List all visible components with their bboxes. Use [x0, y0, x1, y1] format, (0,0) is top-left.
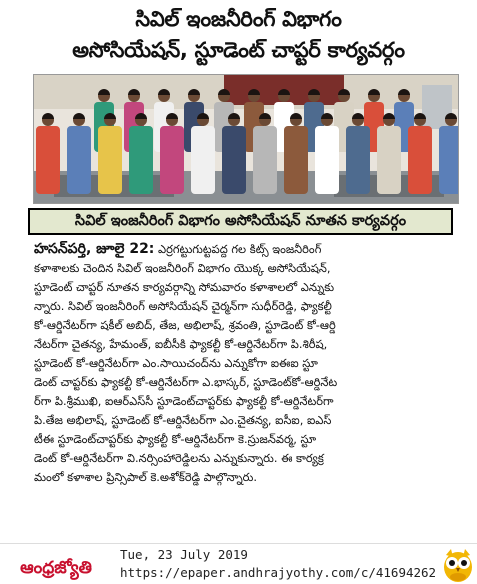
article-first-line-text: ఎర్రగట్టుగుట్టపద్ద గల కిట్స్ ఇంజనీరింగ్: [154, 242, 322, 256]
article-line: టీఈ స్టూడెంట్‌చాప్టర్‌కు ఫ్యాకల్టీ కో-ఆర్డినేటర్‌గా కె.స్రుజన్‌వర్మ, స్టూ: [34, 432, 317, 446]
headline-line-1: సివిల్ ఇంజనీరింగ్ విభాగం: [135, 7, 342, 31]
edition-date: Tue, 23 July 2019: [120, 547, 248, 562]
headline-line-2: అసోసియేషన్, స్టూడెంట్ చాప్టర్ కార్యవర్గం: [72, 38, 405, 62]
article-line: డెంట్ కో-ఆర్డినేటర్‌గా వి.నర్సింహారెడ్డిలను ఎన్నుకున్నారు. ఈ కార్యక్ర: [34, 451, 324, 465]
article-line: మంలో కళాశాల ప్రిన్సిపాల్ కె.అశోక్‌రెడ్డి పాల్గొన్నారు.: [34, 470, 257, 484]
article-line: కళాశాలకు చెందిన సివిల్ ఇంజనీరింగ్ విభాగం యొక్క అసోసియేషన్,: [34, 261, 331, 275]
article-line: పి.తేజ అభిలాష్, స్టూడెంట్ కో-ఆర్డినేటర్‌గా ఎం.చైతన్య, ఐసీఐ, ఐఎస్: [34, 413, 332, 427]
article-body: [34, 240, 458, 538]
article-line: నేటర్‌గా చైతన్య, హేమంత్, ఐబీసీకి ఫ్యాకల్టీ కో-ఆర్డినేటర్‌గా పి.శిరీష,: [34, 337, 328, 351]
photo-caption: సివిల్ ఇంజనీరింగ్ విభాగం అసోసియేషన్ నూతన కార్యవర్గం: [28, 208, 453, 235]
group-photo: [33, 74, 459, 204]
article-line: స్టూడెంట్ కో-ఆర్డినేటర్‌గా ఎం.సాయిచంద్‌ను ఎన్నుకోగా ఐఈఐ స్టూ: [34, 356, 318, 370]
edition-meta: [120, 546, 436, 582]
logo-text: ఆంధ్రజ్యోతి: [20, 558, 92, 578]
footer-bar: [0, 543, 477, 584]
newspaper-logo-icon[interactable]: [4, 548, 108, 582]
article-first-line: [34, 240, 458, 259]
dateline: హసన్‌పర్తి, జూలై 22:: [34, 241, 155, 257]
article-line: కో-ఆర్డినేటర్‌గా షకీల్ అబిద్, తేజ, అభిలాష్, శ్రవంతి, స్టూడెంట్ కో-ఆర్డి: [34, 318, 336, 332]
owl-mascot-icon: [441, 547, 475, 583]
article-line: డెంట్ చాప్టర్‌కు ఫ్యాకల్టీ కో-ఆర్డినేటర్‌గా ఎ.భాస్కర్, స్టూడెంట్‌కో-ఆర్డినేట: [34, 375, 338, 389]
article-line: న్నారు. సివిల్ ఇంజనీరింగ్ అసోసియేషన్ చైర్మన్‌గా సుధీర్‌రెడ్డి, ఫ్యాకల్టీ: [34, 299, 332, 313]
edition-url[interactable]: https://epaper.andhrajyothy.com/c/41694262: [120, 565, 437, 580]
article-line: స్టూడెంట్ చాప్టర్ నూతన కార్యవర్గాన్ని సోమవారం కళాశాలలో ఎన్నుకు: [34, 280, 335, 294]
headline: [0, 4, 477, 66]
article-line: ర్‌గా పి.శ్రీముఖి, ఐఆర్ఎస్‌సీ స్టూడెంట్‌చాప్టర్‌కు ఫ్యాకల్టీ కో-ఆర్డినేటర్‌గా: [34, 394, 334, 408]
